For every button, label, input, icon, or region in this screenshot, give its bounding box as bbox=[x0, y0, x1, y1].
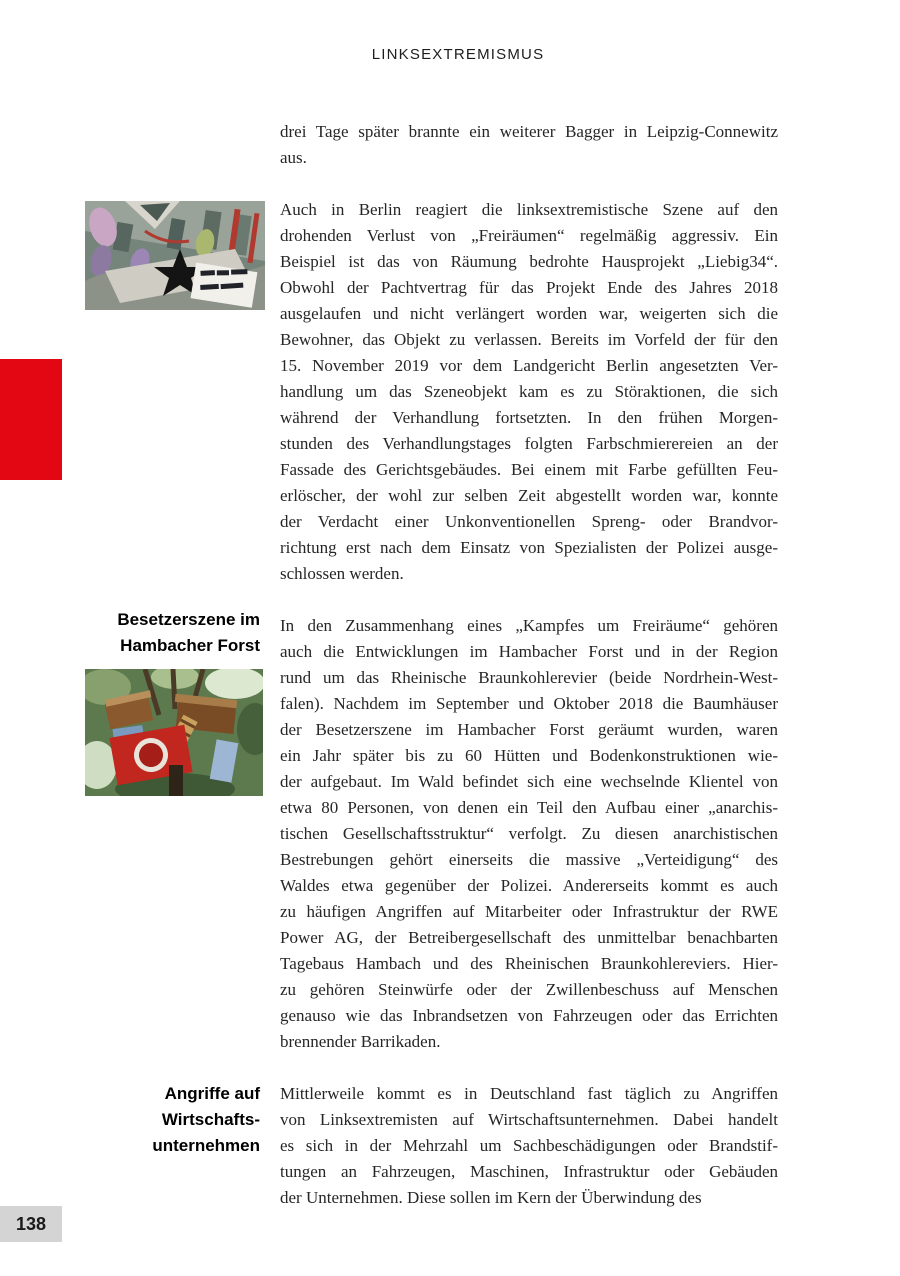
text-line: Hambacher Forst bbox=[120, 636, 260, 655]
text-line: falen). Nachdem im September und Oktober 2018 die Baumhäuser bbox=[280, 694, 778, 713]
paragraph-berlin-liebig34 bbox=[280, 197, 778, 587]
text-line: Bewohner, das Objekt zu verlassen. Bereits im Vorfeld der für den bbox=[280, 330, 778, 349]
text-line: Fassade des Gerichtsgebäudes. Bei einem mit Farbe gefüllten Feu- bbox=[280, 460, 778, 479]
margin-label-besetzerszene bbox=[60, 607, 260, 659]
text-line: rund um das Rheinische Braunkohlerevier (beide Nordrhein-West- bbox=[280, 668, 778, 687]
page-number: 138 bbox=[15, 1213, 47, 1234]
text-line: Tagebaus Hambach und des Rheinischen Braunkohlereviers. Hier- bbox=[280, 954, 778, 973]
text-line: der Unternehmen. Diese sollen im Kern der Überwindung des bbox=[280, 1188, 702, 1207]
paragraph-hambacher-forst bbox=[280, 613, 778, 1055]
text-line: zu häufigen Angriffen auf Mitarbeiter oder Infrastruktur der RWE bbox=[280, 902, 778, 921]
text-line: von Linksextremisten auf Wirtschaftsunternehmen. Dabei handelt bbox=[280, 1110, 778, 1129]
text-line: tischen Gesellschaftsstruktur“ verfolgt. Zu diesen anarchistischen bbox=[280, 824, 778, 843]
text-line: Besetzerszene im bbox=[117, 610, 260, 629]
text-line: brennender Barrikaden. bbox=[280, 1032, 441, 1051]
text-line: drohenden Verlust von „Freiräumen“ regelmäßig aggressiv. Ein bbox=[280, 226, 778, 245]
paragraph-wirtschaftsunternehmen bbox=[280, 1081, 778, 1211]
text-line: drei Tage später brannte ein weiterer Bagger in Leipzig-Connewitz bbox=[280, 122, 778, 141]
text-line: ausgelaufen und nicht verlängert worden war, weigerten sich die bbox=[280, 304, 778, 323]
text-line: der Besetzerszene im Hambacher Forst geräumt wurden, waren bbox=[280, 720, 778, 739]
text-line: Angriffe auf bbox=[164, 1084, 260, 1103]
text-line: Waldes etwa gegenüber der Polizei. Andererseits kommt es auch bbox=[280, 876, 778, 895]
text-line: 15. November 2019 vor dem Landgericht Berlin angesetzten Ver- bbox=[280, 356, 778, 375]
text-line: der Verdacht einer Unkonventionellen Spreng- oder Brandvor- bbox=[280, 512, 778, 531]
text-line: schlossen werden. bbox=[280, 564, 404, 583]
paragraph-bagger bbox=[280, 119, 778, 171]
text-line: der aufgebaut. Im Wald befindet sich eine wechselnde Klientel von bbox=[280, 772, 778, 791]
text-line: Mittlerweile kommt es in Deutschland fast täglich zu Angriffen bbox=[280, 1084, 778, 1103]
liebig34-house-facade-graffiti-photo bbox=[85, 201, 265, 310]
text-line: aus. bbox=[280, 148, 307, 167]
text-line: erlöscher, der wohl zur selben Zeit abgestellt worden war, konnte bbox=[280, 486, 778, 505]
text-line: genauso wie das Inbrandsetzen von Fahrzeugen oder das Errichten bbox=[280, 1006, 778, 1025]
text-line: auch die Entwicklungen im Hambacher Forst und in der Region bbox=[280, 642, 778, 661]
text-line: Obwohl der Pachtvertrag für das Projekt Ende des Jahres 2018 bbox=[280, 278, 778, 297]
hambacher-forst-treehouse-photo bbox=[85, 669, 263, 796]
text-line: unternehmen bbox=[152, 1136, 260, 1155]
text-line: Wirtschafts- bbox=[161, 1110, 260, 1129]
text-line: es sich in der Mehrzahl um Sachbeschädigungen oder Brandstif- bbox=[280, 1136, 778, 1155]
text-line: ein Jahr später bis zu 60 Hütten und Bodenkonstruktionen wie- bbox=[280, 746, 778, 765]
text-line: Auch in Berlin reagiert die linksextremistische Szene auf den bbox=[280, 200, 778, 219]
text-line: etwa 80 Personen, von denen ein Teil den Aufbau einer „anarchis- bbox=[280, 798, 778, 817]
text-line: richtung erst nach dem Einsatz von Spezialisten der Polizei ausge- bbox=[280, 538, 778, 557]
text-line: tungen an Fahrzeugen, Maschinen, Infrastruktur oder Gebäuden bbox=[280, 1162, 778, 1181]
text-line: In den Zusammenhang eines „Kampfes um Freiräume“ gehören bbox=[280, 616, 778, 635]
running-head: LINKSEXTREMISMUS bbox=[371, 46, 545, 63]
body-text-column bbox=[280, 119, 778, 1237]
chapter-edge-tab bbox=[0, 359, 62, 480]
page-number-box bbox=[0, 1206, 62, 1242]
text-line: während der Verhandlung fortsetzten. In den frühen Morgen- bbox=[280, 408, 778, 427]
text-line: zu gehören Steinwürfe oder der Zwillenbeschuss auf Menschen bbox=[280, 980, 778, 999]
margin-label-angriffe bbox=[60, 1081, 260, 1159]
text-line: stunden des Verhandlungstages folgten Farbschmierereien an der bbox=[280, 434, 778, 453]
text-line: Bestrebungen gehört einerseits die massive „Verteidigung“ des bbox=[280, 850, 778, 869]
text-line: handlung um das Szeneobjekt kam es zu Störaktionen, die sich bbox=[280, 382, 778, 401]
text-line: Beispiel ist das von Räumung bedrohte Hausprojekt „Liebig34“. bbox=[280, 252, 778, 271]
text-line: Power AG, der Betreibergesellschaft des unmittelbar benachbarten bbox=[280, 928, 778, 947]
